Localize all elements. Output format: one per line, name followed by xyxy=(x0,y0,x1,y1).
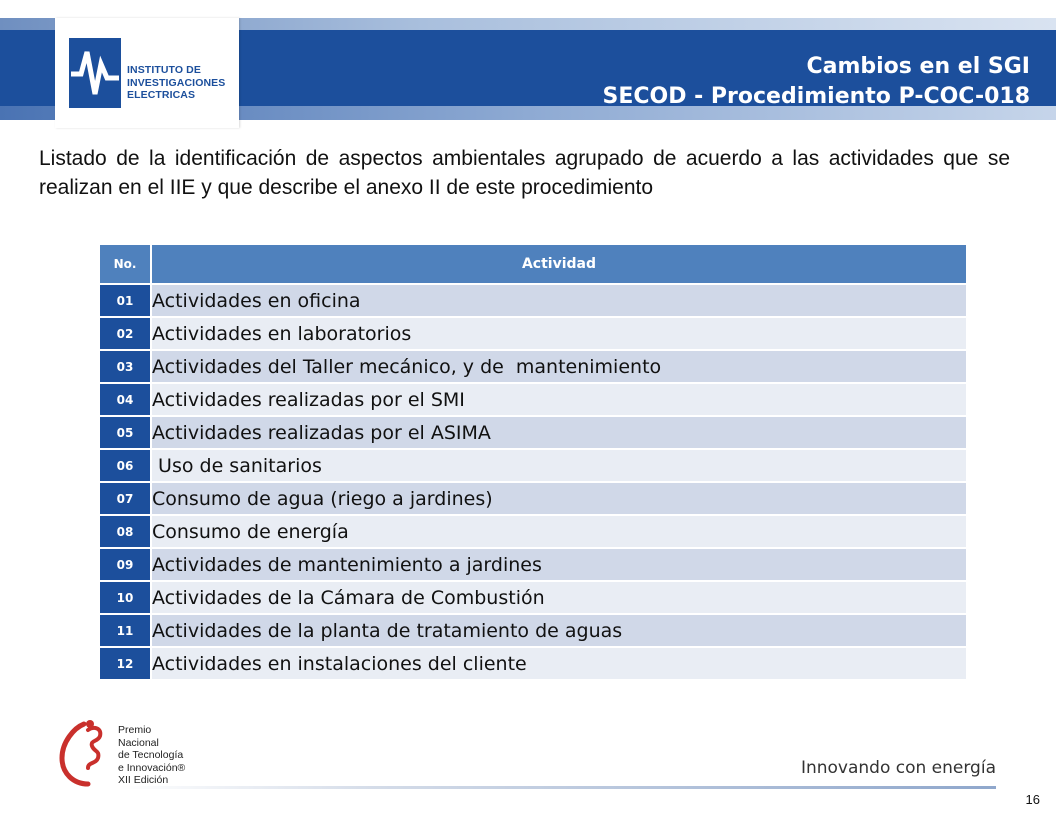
logo-line-1: INSTITUTO DE xyxy=(127,64,201,76)
table-row xyxy=(99,482,967,515)
table-row xyxy=(99,548,967,581)
table-row xyxy=(99,647,967,680)
row-number: 11 xyxy=(99,614,151,647)
premio-line-5: XII Edición xyxy=(118,774,169,786)
row-activity: Actividades en oficina xyxy=(151,284,967,317)
table-row xyxy=(99,449,967,482)
column-header-no: No. xyxy=(99,244,151,284)
table-row xyxy=(99,383,967,416)
column-header-activity: Actividad xyxy=(151,244,967,284)
row-number: 07 xyxy=(99,482,151,515)
logo-line-2: INVESTIGACIONES xyxy=(127,76,226,89)
header-band xyxy=(0,18,1056,120)
premio-line-1: Premio xyxy=(118,724,152,736)
table-row xyxy=(99,350,967,383)
row-number: 02 xyxy=(99,317,151,350)
row-activity: Consumo de energía xyxy=(151,515,967,548)
slogan: Innovando con energía xyxy=(800,758,996,778)
row-activity: Actividades realizadas por el ASIMA xyxy=(151,416,967,449)
row-activity: Actividades del Taller mecánico, y de mantenimiento xyxy=(151,350,967,383)
row-number: 06 xyxy=(99,449,151,482)
row-number: 04 xyxy=(99,383,151,416)
table-row xyxy=(99,284,967,317)
slide-title xyxy=(602,52,1030,112)
logo-line-3: ELECTRICAS xyxy=(127,89,196,101)
footer-divider xyxy=(120,786,996,789)
row-number: 03 xyxy=(99,350,151,383)
iie-logo xyxy=(55,18,239,128)
row-number: 08 xyxy=(99,515,151,548)
row-activity: Actividades en instalaciones del cliente xyxy=(151,647,967,680)
premio-line-4: e Innovación® xyxy=(118,761,186,774)
row-activity: Consumo de agua (riego a jardines) xyxy=(151,482,967,515)
premio-line-3: de Tecnología xyxy=(118,749,184,761)
table-row xyxy=(99,614,967,647)
table-header-row xyxy=(99,244,967,284)
page-number: 16 xyxy=(1025,792,1040,807)
row-number: 12 xyxy=(99,647,151,680)
row-number: 10 xyxy=(99,581,151,614)
intro-paragraph: Listado de la identificación de aspectos ambientales agrupado de acuerdo a las actividades que se realizan en el IIE y que describe el anexo II de este procedimiento xyxy=(39,147,1010,199)
premio-text xyxy=(118,724,218,787)
table-row xyxy=(99,416,967,449)
slide-title-line-2: SECOD - Procedimiento P-COC-018 xyxy=(602,84,1030,109)
table-row xyxy=(99,581,967,614)
row-activity: Actividades de la Cámara de Combustión xyxy=(151,581,967,614)
row-activity: Actividades de mantenimiento a jardines xyxy=(151,548,967,581)
slide-title-line-1: Cambios en el SGI xyxy=(806,54,1030,79)
row-number: 09 xyxy=(99,548,151,581)
row-activity: Uso de sanitarios xyxy=(151,449,967,482)
premio-flame-icon xyxy=(54,716,118,788)
premio-nacional-logo xyxy=(54,716,214,788)
iie-logo-text xyxy=(127,64,237,102)
row-activity: Actividades en laboratorios xyxy=(151,317,967,350)
table-row xyxy=(99,317,967,350)
premio-line-2: Nacional xyxy=(118,736,159,749)
table-row xyxy=(99,515,967,548)
iie-logo-mark-icon xyxy=(69,38,121,108)
row-number: 01 xyxy=(99,284,151,317)
row-number: 05 xyxy=(99,416,151,449)
activities-table xyxy=(98,243,968,681)
row-activity: Actividades realizadas por el SMI xyxy=(151,383,967,416)
row-activity: Actividades de la planta de tratamiento de aguas xyxy=(151,614,967,647)
